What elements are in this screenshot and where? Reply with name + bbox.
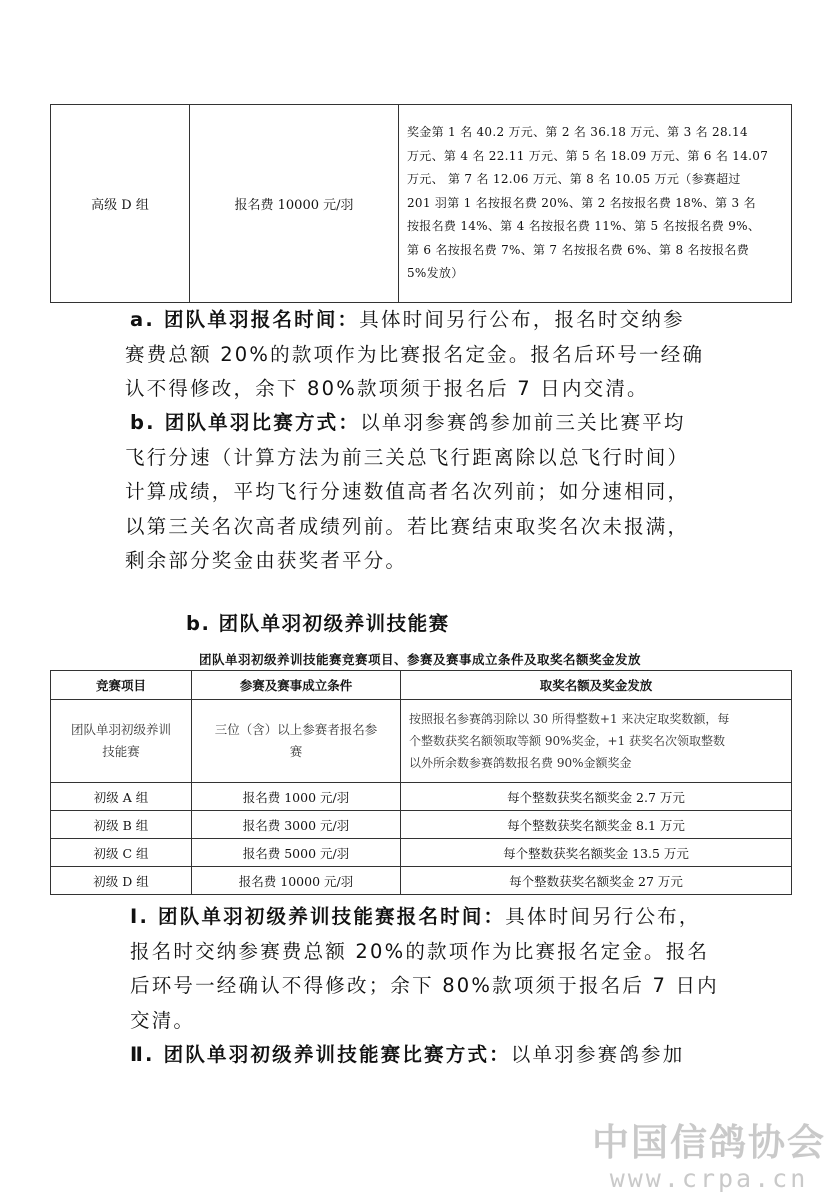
fee-cell: 报名费 3000 元/羽: [192, 811, 401, 839]
paragraph-line: 后环号一经确认不得修改；余下 80%款项须于报名后 7 日内: [130, 974, 719, 997]
prize-table-beginner: [50, 670, 792, 895]
cell-line: 以外所余数参赛鸽数报名费 90%金额奖金: [409, 756, 632, 770]
table-header-row: [51, 671, 792, 700]
paragraph-text: 以单羽参赛鸽参加: [510, 1043, 685, 1066]
prize-line: 5%发放）: [407, 266, 464, 281]
prize-line: 万元、 第 7 名 12.06 万元、第 8 名 10.05 万元（参赛超过: [407, 172, 741, 187]
header-prize: 取奖名额及奖金发放: [401, 671, 792, 700]
group-cell: 初级 B 组: [51, 811, 192, 839]
prize-line: 按报名费 14%、第 4 名按报名费 11%、第 5 名按报名费 9%、: [407, 219, 761, 234]
prize-line: 201 羽第 1 名按报名费 20%、第 2 名按报名费 18%、第 3 名: [407, 195, 756, 210]
prize-cell: 每个整数获奖名额奖金 2.7 万元: [401, 783, 792, 811]
paragraph-text: 具体时间另行公布，报名时交纳参: [359, 308, 685, 331]
table-row: [51, 811, 792, 839]
paragraph-line: 计算成绩，平均飞行分速数值高者名次列前；如分速相同，: [125, 480, 690, 503]
cell-line: 三位（含）以上参赛者报名参: [214, 722, 378, 737]
paragraph-line: 认不得修改，余下 80%款项须于报名后 7 日内交清。: [125, 377, 649, 400]
prize-line: 万元、第 4 名 22.11 万元、第 5 名 18.09 万元、第 6 名 14.07: [407, 148, 769, 163]
watermark-logo-text: 中国信鸽协会: [592, 1121, 826, 1164]
table-row: [51, 783, 792, 811]
condition-cell: [192, 700, 401, 783]
prize-cell: 每个整数获奖名额奖金 13.5 万元: [401, 839, 792, 867]
paragraph-text: 以单羽参赛鸽参加前三关比赛平均: [360, 411, 686, 434]
competition-method-paragraph: [125, 406, 730, 579]
paragraph-line: 交清。: [130, 1008, 196, 1032]
group-cell: 初级 A 组: [51, 783, 192, 811]
rule-cell: [401, 700, 792, 783]
prize-cell: 每个整数获奖名额奖金 8.1 万元: [401, 811, 792, 839]
paragraph-heading: Ⅱ. 团队单羽初级养训技能赛比赛方式：: [130, 1043, 511, 1066]
registration-time-paragraph: [125, 303, 730, 407]
table-caption: 团队单羽初级养训技能赛竞赛项目、参赛及赛事成立条件及取奖名额奖金发放: [198, 652, 641, 667]
header-event: 竞赛项目: [51, 671, 192, 700]
prize-line: 奖金第 1 名 40.2 万元、第 2 名 36.18 万元、第 3 名 28.14: [407, 125, 748, 140]
fee-cell: 报名费 10000 元/羽: [192, 867, 401, 895]
event-cell: [51, 700, 192, 783]
paragraph-heading: b. 团队单羽比赛方式：: [130, 411, 361, 434]
group-cell: 初级 C 组: [51, 839, 192, 867]
beginner-method-paragraph: [130, 1038, 730, 1073]
table-row: [51, 867, 792, 895]
fee-cell: 报名费 5000 元/羽: [192, 839, 401, 867]
paragraph-line: 赛费总额 20%的款项作为比赛报名定金。报名后环号一经确: [125, 342, 705, 366]
header-condition: 参赛及赛事成立条件: [192, 671, 401, 700]
watermark-url: www.crpa.cn: [609, 1164, 809, 1193]
paragraph-heading: Ⅰ. 团队单羽初级养训技能赛报名时间：: [130, 905, 506, 928]
prize-cell: 每个整数获奖名额奖金 27 万元: [401, 867, 792, 895]
prize-line: 第 6 名按报名费 7%、第 7 名按报名费 6%、第 8 名按报名费: [407, 242, 749, 257]
cell-line: 团队单羽初级养训: [70, 722, 171, 737]
prize-cell: [399, 105, 792, 303]
table-row: [51, 105, 792, 303]
fee-cell: 报名费 1000 元/羽: [192, 783, 401, 811]
paragraph-line: 剩余部分奖金由获奖者平分。: [125, 549, 408, 572]
cell-line: 赛: [289, 744, 303, 759]
condition-cell: 报名费 10000 元/羽: [190, 105, 399, 303]
group-cell: 高级 D 组: [51, 105, 190, 303]
paragraph-line: 以第三关名次高者成绩列前。若比赛结束取奖名次未报满，: [125, 514, 690, 538]
cell-line: 个整数获奖名额领取等额 90%奖金，+1 获奖名次领取整数: [409, 734, 725, 748]
paragraph-line: 报名时交纳参赛费总额 20%的款项作为比赛报名定金。报名: [130, 939, 710, 963]
prize-table-advanced: [50, 104, 792, 303]
paragraph-line: 飞行分速（计算方法为前三关总飞行距离除以总飞行时间）: [125, 445, 690, 469]
beginner-registration-paragraph: [130, 900, 730, 1038]
cell-line: 按照报名参赛鸽羽除以 30 所得整数+1 来决定取奖数额，每: [409, 712, 730, 726]
table-row: [51, 700, 792, 783]
group-cell: 初级 D 组: [51, 867, 192, 895]
paragraph-heading: a. 团队单羽报名时间：: [130, 308, 360, 331]
table-row: [51, 839, 792, 867]
cell-line: 技能赛: [102, 744, 140, 759]
watermark: [592, 1112, 826, 1193]
paragraph-text: 具体时间另行公布，: [505, 905, 701, 928]
section-heading: b. 团队单羽初级养训技能赛: [186, 612, 450, 635]
